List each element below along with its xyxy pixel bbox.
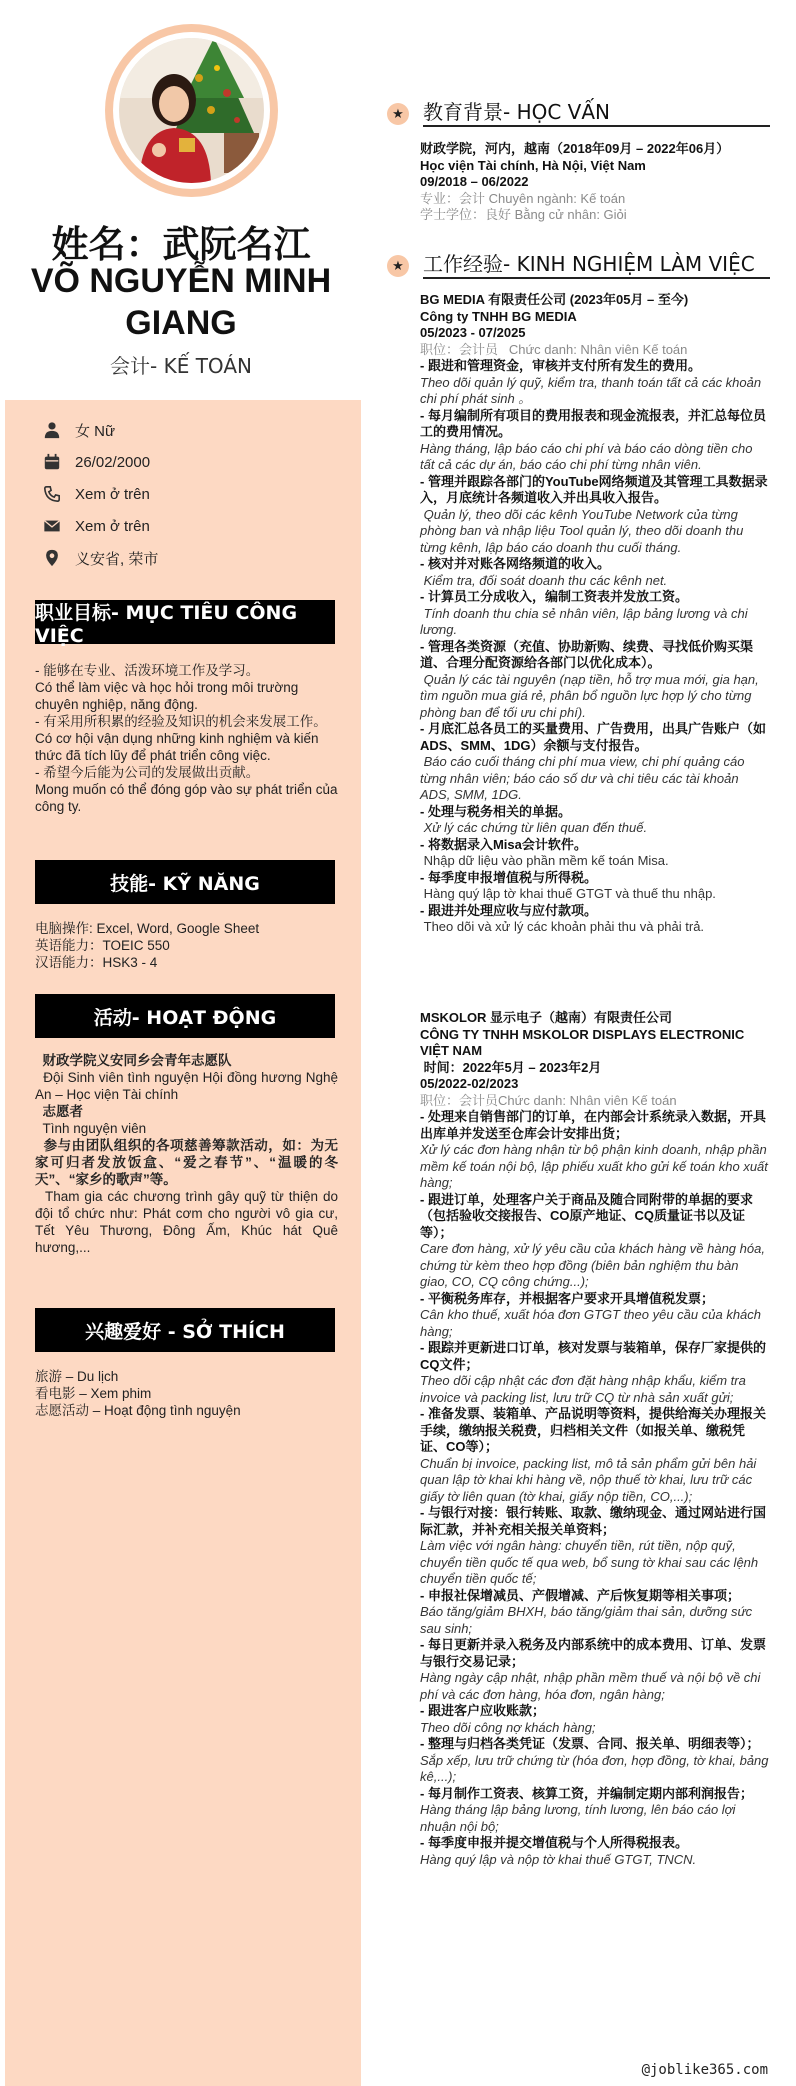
task-vn: Chuẩn bị invoice, packing list, mô tả sản phẩm gửi bên hải quan lập tờ khai khi hàng về, nộp thuế tờ khai, lưu trữ các giấy tờ liên quan (tờ khai, giấy nộp tiền, CO,...); [420,1455,760,1504]
contact-gender [41,418,115,442]
position-value: Chức danh: Nhân viên Kế toán [498,341,688,357]
task-cn: - 每季度申报增值税与所得税。 [420,869,597,885]
objective-line: Có cơ hội vận dụng những kinh nghiệm và kiến thức đã tích lũy để phát triển công việc. [35,731,319,763]
hobbies-heading: 兴趣爱好 - SỞ THÍCH [35,1308,335,1352]
task-vn: Sắp xếp, lưu trữ chứng từ (hóa đơn, hợp đồng, tờ khai, bảng kê,...); [420,1752,773,1784]
skills-text [35,920,338,971]
objective-text [35,662,338,815]
task-cn: - 准备发票、装箱单、产品说明等资料，提供给海关办理报关手续，缴纳报关税费，归档相关文件（如报关单、缴税凭证、CO等）； [420,1406,766,1454]
task-cn: - 平衡税务库存，并根据客户要求开具增值税发票； [420,1290,714,1306]
task-vn: Xử lý các chứng từ liên quan đến thuế. [420,820,648,835]
experience-heading: 工作经验- KINH NGHIỆM LÀM VIỆC [423,252,755,276]
school-vn: Học viện Tài chính, Hà Nội, Việt Nam [420,157,646,173]
school-cn: 财政学院，河内，越南（2018年09月 – 2022年06月） [420,141,730,156]
position-row [420,342,770,359]
task-vn: Theo dõi quản lý quỹ, kiểm tra, thanh toán tất cả các khoản chi phí phát sinh 。 [420,374,765,406]
company-vn: CÔNG TY TNHH MSKOLOR DISPLAYS ELECTRONIC VIỆT NAM [420,1026,745,1058]
task-cn: - 管理各类资源（充值、协助新购、续费、寻找低价购买渠道、合理分配资源给各部门以优化成本）。 [420,638,753,670]
objective-line: - 有采用所积累的经验及知识的机会来发展工作。 [35,714,327,729]
contact-address [41,546,158,570]
task-vn: Nhập dữ liệu vào phần mềm kế toán Misa. [420,853,669,868]
activities-text [35,1052,342,1256]
profile-header [0,0,362,400]
task-cn: - 月底汇总各员工的买量费用、广告费用，出具广告账户（如ADS、SMM、1DG）余额与支付报告。 [420,721,766,753]
task-vn: Báo cáo cuối tháng chi phí mua view, chi phí quảng cáo từng nhân viên; báo cáo số dư và chi tiêu các tài khoản ADS, SMM, 1DG. [420,754,749,802]
birthday-text: 26/02/2000 [75,453,151,471]
contact-birthday [41,450,150,474]
task-cn: - 跟踪并更新进口订单，核对发票与装箱单，保存厂家提供的CQ文件； [420,1340,766,1372]
task-cn: - 每月编制所有项目的费用报表和现金流报表，并汇总每位员工的费用情况。 [420,407,766,439]
task-vn: Kiểm tra, đối soát doanh thu các kênh net. [420,572,668,588]
task-cn: - 跟进订单，处理客户关于商品及随合同附带的单据的要求（包括验收交接报告、CO原产地证、CQ质量证书以及证等）； [420,1191,753,1240]
skill-line: 电脑操作: Excel, Word, Google Sheet [35,921,260,936]
job-mskolor [420,1010,773,1868]
section-divider [423,277,770,279]
task-cn: - 计算员工分成收入，编制工资表并发放工资。 [420,589,688,604]
job-period: 05/2022-02/2023 [420,1076,519,1091]
hobbies-text [35,1368,338,1419]
education-block [420,141,770,224]
location-pin-icon [41,547,63,569]
job-title: 会计- KẾ TOÁN [110,354,252,378]
contact-email [41,514,150,538]
activity-role-vn: Tình nguyện viên [35,1121,147,1136]
calendar-icon [41,451,63,473]
task-cn: - 处理来自销售部门的订单，在内部会计系统录入数据，开具出库单并发送至仓库会计安排出货； [420,1109,766,1141]
hobby-line: 看电影 – Xem phim [35,1386,152,1401]
profile-photo [119,38,264,183]
company-cn: BG MEDIA 有限责任公司 (2023年05月 – 至今) [420,292,689,307]
task-list [420,358,770,936]
task-cn: - 每日更新并录入税务及内部系统中的成本费用、订单、发票与银行交易记录； [420,1637,766,1669]
address-text: 义安省, 荣市 [75,550,159,568]
task-vn: Quản lý các tài nguyên (nạp tiền, hỗ trợ mua mới, gia hạn, tìm nguồn mua giá rẻ, phân bổ nguồn lực hợp lý cho từng phòng ban để tối ưu chi phí). [420,671,763,720]
task-vn: Theo dõi và xử lý các khoản phải thu và phải trả. [420,919,705,934]
star-icon: ★ [387,103,409,125]
hobby-line: 旅游 – Du lịch [35,1369,119,1384]
task-cn: - 处理与税务相关的单据。 [420,803,571,819]
right-column [385,0,773,2086]
task-vn: Hàng tháng, lập báo cáo chi phí và báo cáo dòng tiền cho tất cả các dự án, báo cáo chi phí từng nhân viên. [420,440,757,472]
contact-phone [41,482,150,506]
person-icon [41,419,63,441]
avatar [113,32,270,189]
skill-line: 英语能力：TOEIC 550 [35,938,170,953]
experience-section-header [385,248,770,278]
hobby-line: 志愿活动 – Hoạt động tình nguyện [35,1403,241,1418]
task-vn: Hàng ngày cập nhật, nhập phần mềm thuế và nội bộ về chi phí và các đơn hàng, hóa đơn, ngân hàng; [420,1670,765,1702]
task-cn: - 申报社保增减员、产假增减、产后恢复期等相关事项； [420,1587,740,1603]
activity-org-vn: Đội Sinh viên tình nguyện Hội đồng hương Nghệ An – Học viện Tài chính [35,1070,341,1102]
task-cn: - 每月制作工资表、核算工资，并编制定期内部利润报告； [420,1785,753,1801]
activities-heading: 活动- HOẠT ĐỘNG [35,994,335,1038]
position-value: Chức danh: Nhân viên Kế toán [498,1092,677,1108]
position-row [420,1093,770,1110]
task-vn: Theo dõi công nợ khách hàng; [420,1719,596,1735]
skill-line: 汉语能力：HSK3 - 4 [35,955,158,970]
task-cn: - 与银行对接：银行转账、取款、缴纳现金、通过网站进行国际汇款，并补充相关报关单资料； [420,1505,766,1537]
task-vn: Tính doanh thu chia sẻ nhân viên, lập bảng lương và chi lương. [420,605,752,637]
task-vn: Theo dõi cập nhật các đơn đặt hàng nhập khẩu, kiểm tra invoice và packing list, lưu trữ CQ từ nhà sản xuất gửi; [420,1373,750,1405]
degree-row [420,207,770,224]
company-cn: MSKOLOR 显示电子（越南）有限责任公司 [420,1010,673,1025]
name-vietnamese: VÕ NGUYỄN MINH GIANG [30,262,332,342]
degree-value: Bằng cử nhân: Giỏi [511,207,627,222]
task-vn: Cân kho thuế, xuất hóa đơn GTGT theo yêu cầu của khách hàng; [420,1307,765,1339]
task-cn: - 跟进并处理应收与应付款项。 [420,902,597,918]
section-divider [423,125,770,127]
job-period: 05/2023 - 07/2025 [420,325,526,340]
star-icon: ★ [387,255,409,277]
task-cn: - 管理并跟踪各部门的YouTube网络频道及其管理工具数据录入，月底统计各频道收入并出具收入报告。 [420,473,768,505]
task-cn: - 整理与归档各类凭证（发票、合同、报关单、明细表等）； [420,1736,760,1751]
envelope-icon [41,515,63,537]
position-label: 职位：会计员 [420,1092,499,1108]
education-period: 09/2018 – 06/2022 [420,174,529,189]
task-vn: Hàng quý lập và nộp tờ khai thuế GTGT, TNCN. [420,1851,697,1867]
task-vn: Quản lý, theo dõi các kênh YouTube Network của từng phòng ban và nhập liệu Tool quản lý, theo dõi doanh thu từng kênh, lập báo cáo doanh thu cuối tháng. [420,506,747,555]
activity-desc-vn: Tham gia các chương trình gây quỹ từ thiện do đội tổ chức như: Phát cơm cho người vô gia cư, Tết Yêu Thương, Đông Ấm, Khúc hát Quê hương,... [35,1189,342,1255]
major-label: 专业：会计 [420,190,486,206]
activity-org-cn: 财政学院义安同乡会青年志愿队 [35,1053,232,1068]
task-vn: Làm việc với ngân hàng: chuyển tiền, rút tiền, nộp quỹ, chuyển tiền quốc tế qua web, bổ sung tờ khai sau các lệnh chuyển tiền quốc tế; [420,1538,762,1586]
degree-label: 学士学位：良好 [420,207,512,222]
education-heading: 教育背景- HỌC VẤN [423,100,611,124]
objective-line: - 能够在专业、活泼环境工作及学习。 [35,663,260,678]
job-bg-media [420,292,770,936]
task-vn: Báo tăng/giảm BHXH, báo tăng/giảm thai sản, dưỡng sức sau sinh; [420,1604,756,1636]
major-row [420,191,770,208]
skills-heading: 技能- KỸ NĂNG [35,860,335,904]
task-cn: - 将数据录入Misa会计软件。 [420,836,587,852]
left-column [0,0,362,2086]
company-vn: Công ty TNHH BG MEDIA [420,308,577,324]
activity-role-cn: 志愿者 [35,1104,84,1119]
email-text: Xem ở trên [75,517,150,535]
task-vn: Hàng quý lập tờ khai thuế GTGT và thuế thu nhập. [420,886,716,901]
task-cn: - 跟进客户应收账款； [420,1703,545,1718]
objective-line: Mong muốn có thể đóng góp vào sự phát triển của công ty. [35,782,338,814]
phone-icon [41,483,63,505]
task-vn: Hàng tháng lập bảng lương, tính lương, lên báo cáo lợi nhuận nội bộ; [420,1802,740,1834]
task-vn: Care đơn hàng, xử lý yêu cầu của khách hàng về hàng hóa, chứng từ kèm theo hợp đồng (biên bản nghiệm thu bàn giao, CO, CQ công chứng...); [420,1241,769,1289]
task-vn: Xử lý các đơn hàng nhận từ bộ phận kinh doanh, nhập phần mềm kế toán nội bộ, lập phiếu xuất kho gửi kế toán kho xuất hàng; [420,1142,772,1190]
objective-line: Có thể làm việc và học hỏi trong môi trường chuyên nghiệp, năng động. [35,680,299,712]
phone-text: Xem ở trên [75,485,150,503]
name-chinese: 姓名：武阮名江 [51,223,311,266]
gender-text: 女 Nữ [75,422,116,440]
activity-desc-cn: 参与由团队组织的各项慈善筹款活动，如：为无家可归者发放饭盒、“爱之春节”、“温暖的冬天”、“家乡的歌声”等。 [35,1138,338,1187]
task-cn: - 每季度申报并提交增值税与个人所得税报表。 [420,1835,688,1850]
avatar-ring [105,24,278,197]
task-cn: - 跟进和管理资金，审核并支付所有发生的费用。 [420,358,701,373]
watermark: @joblike365.com [641,2062,768,2078]
task-cn: - 核对并对账各网络频道的收入。 [420,556,610,571]
job-period-cn: 时间：2022年5月 – 2023年2月 [420,1059,602,1075]
major-value: Chuyên ngành: Kế toán [485,190,626,206]
task-list [420,1109,773,1868]
objective-line: - 希望今后能为公司的发展做出贡献。 [35,765,260,780]
left-sidebar [5,400,361,2086]
position-label: 职位：会计员 [420,341,499,357]
education-section-header [385,96,770,126]
objective-heading: 职业目标- MỤC TIÊU CÔNG VIỆC [35,600,335,644]
